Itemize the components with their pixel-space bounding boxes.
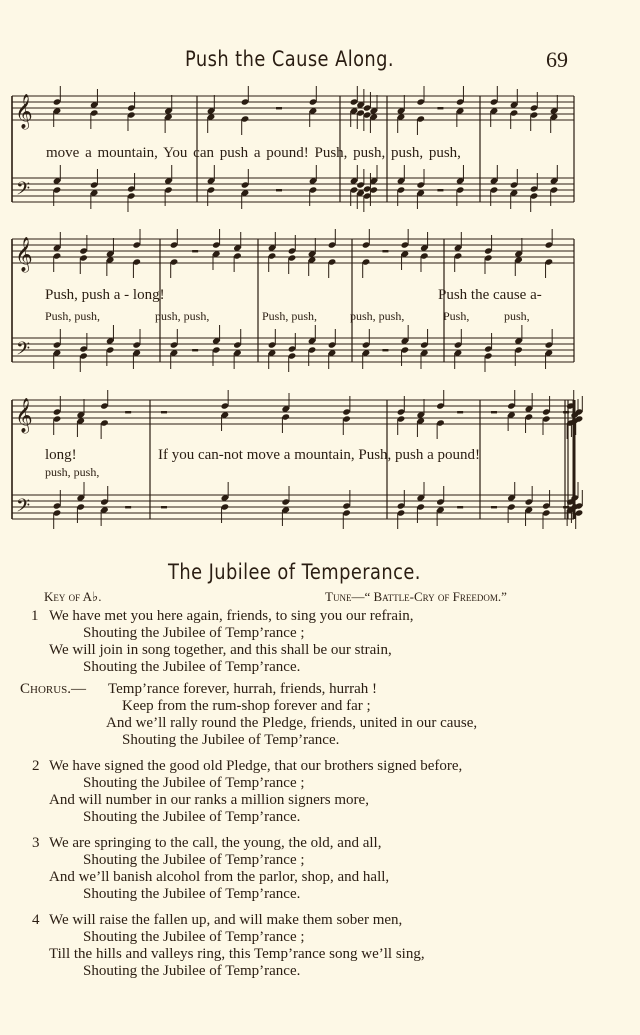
rest (192, 250, 198, 252)
rest (563, 411, 569, 413)
rest (125, 506, 131, 508)
rest (491, 506, 497, 508)
verse-line: We have signed the good old Pledge, that our brothers signed before, (49, 758, 463, 774)
bass-clef-icon: 𝄢 (16, 179, 31, 204)
verse-number: 2 (32, 758, 40, 774)
rest (437, 189, 443, 191)
system2-lyrics-a: Push, push a - long! (45, 287, 165, 303)
treble-clef-icon: 𝄞 (15, 94, 33, 129)
verse-line: Shouting the Jubilee of Temp’rance. (122, 732, 340, 748)
rest (276, 189, 282, 191)
system3-bass-lyric: push, push, (45, 465, 100, 479)
verse-line: And will number in our ranks a million signers more, (49, 792, 369, 808)
verse-line: We will join in song together, and this shall be our strain, (49, 642, 392, 658)
verse-line: Shouting the Jubilee of Temp’rance ; (83, 929, 305, 945)
page-number: 69 (546, 47, 568, 72)
song-title: Push the Cause Along. (185, 47, 395, 71)
rest (161, 506, 167, 508)
system2-lyrics-b: Push the cause a- (438, 287, 542, 303)
verse-line: Shouting the Jubilee of Temp’rance. (83, 659, 301, 675)
rest (161, 411, 167, 413)
verse-number: 1 (31, 608, 39, 624)
system3-lyrics-b: If you can-not move a mountain, Push, push a pound! (158, 447, 481, 463)
rest (457, 506, 463, 508)
treble-clef-icon: 𝄞 (15, 237, 33, 272)
treble-clef-icon: 𝄞 (15, 398, 33, 433)
verse-line: Shouting the Jubilee of Temp’rance ; (83, 852, 305, 868)
rest (491, 411, 497, 413)
system2-bass-lyric: Push, push, (262, 309, 318, 323)
system2-bass-lyric: push, push, (350, 309, 405, 323)
rest (192, 349, 198, 351)
hymn-key: Key of A♭. (44, 589, 102, 604)
rest (276, 107, 282, 109)
system3-lyrics-a: long! (45, 447, 77, 463)
verse-line: Shouting the Jubilee of Temp’rance ; (83, 775, 305, 791)
verse-line: We have met you here again, friends, to sing you our refrain, (49, 608, 414, 624)
verse-line: Till the hills and valleys ring, this Temp’rance song we’ll sing, (49, 946, 425, 962)
hymn-title: The Jubilee of Temperance. (168, 560, 421, 584)
verse-line: Shouting the Jubilee of Temp’rance ; (83, 625, 305, 641)
rest (437, 107, 443, 109)
chorus-label: Chorus.— (20, 681, 87, 697)
system1-lyrics: move a mountain, You can push a pound! Push, push, push, push, (46, 145, 461, 161)
verse-line: We are springing to the call, the young, the old, and all, (49, 835, 382, 851)
rest (382, 349, 388, 351)
verse-line: Temp’rance forever, hurrah, friends, hurrah ! (108, 681, 378, 697)
bass-clef-icon: 𝄢 (16, 496, 31, 521)
verse-line: And we’ll banish alcohol from the parlor, shop, and hall, (49, 869, 390, 885)
rest (125, 411, 131, 413)
system2-bass-lyric: Push, push, (45, 309, 101, 323)
bass-clef-icon: 𝄢 (16, 339, 31, 364)
system2-bass-lyric: push, push, (155, 309, 210, 323)
verse-line: Keep from the rum-shop forever and far ; (122, 698, 371, 714)
system2-bass-lyric: Push, (443, 309, 470, 323)
verse-line: Shouting the Jubilee of Temp’rance. (83, 809, 301, 825)
verse-line: Shouting the Jubilee of Temp’rance. (83, 963, 301, 979)
verse-line: Shouting the Jubilee of Temp’rance. (83, 886, 301, 902)
rest (457, 411, 463, 413)
rest (382, 250, 388, 252)
verse-line: And we’ll rally round the Pledge, friends, united in our cause, (106, 715, 478, 731)
system2-bass-lyric: push, (504, 309, 530, 323)
hymn-tune: Tune—“ Battle-Cry of Freedom.” (325, 589, 507, 604)
verse-number: 4 (32, 912, 40, 928)
verse-number: 3 (32, 835, 40, 851)
verse-line: We will raise the fallen up, and will make them sober men, (49, 912, 403, 928)
rest (563, 506, 569, 508)
